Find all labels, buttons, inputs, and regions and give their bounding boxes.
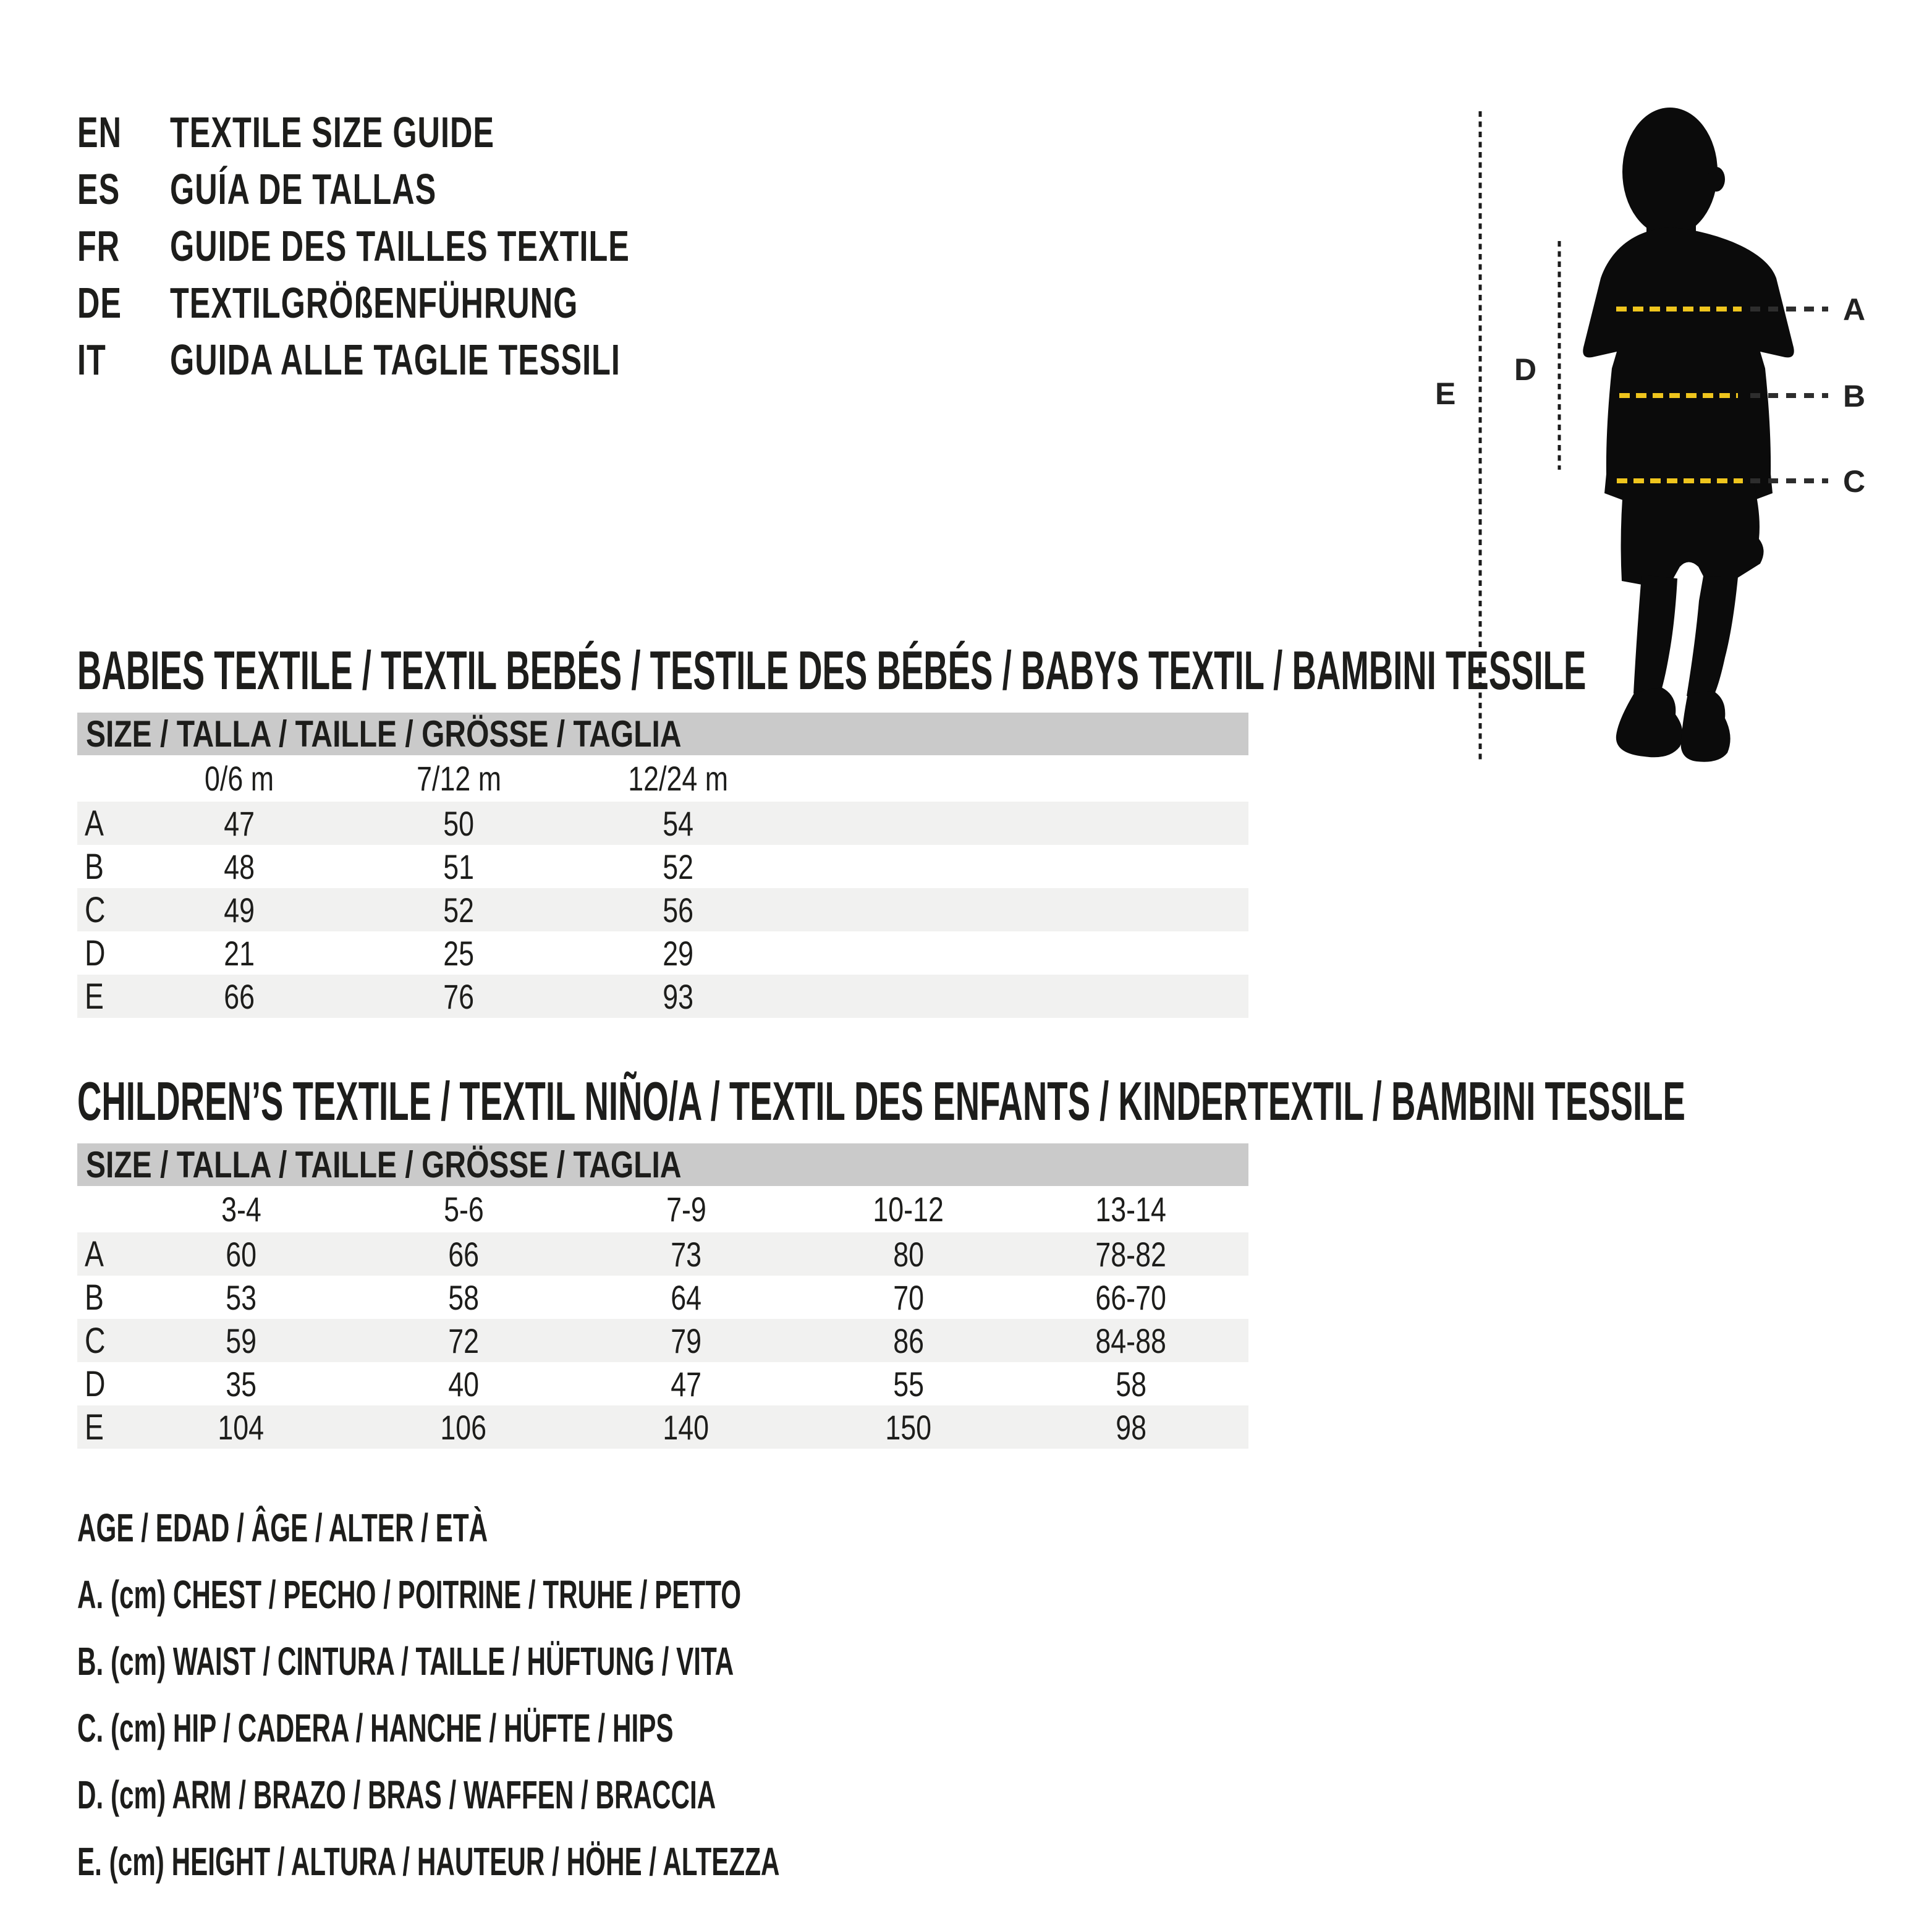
size-value-cell: 72 [448, 1321, 479, 1360]
legend-line-waist: B. (cm) WAIST / CINTURA / TAILLE / HÜFTUNG / VITA [77, 1639, 734, 1684]
table-row-d [77, 1362, 1248, 1405]
table-row-c [77, 1319, 1248, 1362]
size-value-cell: 60 [226, 1234, 256, 1274]
size-value-cell: 49 [224, 890, 255, 930]
diagram-label-a: A [1843, 292, 1866, 327]
column-header: 10-12 [873, 1190, 944, 1229]
children-column-header-row [77, 1186, 1248, 1232]
table-row-d [77, 931, 1248, 975]
size-value-cell: 80 [893, 1234, 924, 1274]
row-label: C [85, 1320, 106, 1361]
size-value-cell: 93 [663, 977, 694, 1016]
language-title-block [77, 104, 808, 388]
language-label: TEXTILGRÖßENFÜHRUNG [170, 279, 578, 327]
size-value-cell: 47 [671, 1364, 701, 1404]
children-section-title: CHILDREN’S TEXTILE / TEXTIL NIÑO/A / TEXTIL DES ENFANTS / KINDERTEXTIL / BAMBINI TESSILE [77, 1070, 1685, 1132]
size-value-cell: 58 [1116, 1364, 1146, 1404]
size-value-cell: 64 [671, 1277, 701, 1317]
table-row-a [77, 1232, 1248, 1276]
size-value-cell: 79 [671, 1321, 701, 1360]
language-code: FR [77, 222, 121, 270]
column-header: 12/24 m [628, 759, 729, 798]
column-header: 7/12 m [417, 759, 501, 798]
legend-line-arm: D. (cm) ARM / BRAZO / BRAS / WAFFEN / BRACCIA [77, 1773, 716, 1817]
language-code: ES [77, 165, 121, 213]
row-label: A [85, 1234, 104, 1274]
size-value-cell: 98 [1116, 1407, 1146, 1447]
diagram-label-c: C [1843, 464, 1866, 499]
children-size-header-bar: SIZE / TALLA / TAILLE / GRÖSSE / TAGLIA [77, 1143, 1248, 1186]
size-value-cell: 73 [671, 1234, 701, 1274]
size-value-cell: 51 [443, 847, 475, 886]
table-row-e [77, 1405, 1248, 1449]
table-row-e [77, 975, 1248, 1018]
language-row-fr [77, 218, 808, 274]
size-value-cell: 29 [663, 933, 694, 973]
legend-line-height: E. (cm) HEIGHT / ALTURA / HAUTEUR / HÖHE / ALTEZZA [77, 1839, 780, 1884]
size-value-cell: 53 [226, 1277, 256, 1317]
babies-column-header-row [77, 755, 1248, 802]
table-row-b [77, 1276, 1248, 1319]
size-value-cell: 52 [443, 890, 475, 930]
size-value-cell: 21 [224, 933, 255, 973]
language-label: GUIDA ALLE TAGLIE TESSILI [170, 336, 621, 384]
row-label: E [85, 976, 104, 1017]
column-header: 13-14 [1095, 1190, 1167, 1229]
language-label: GUÍA DE TALLAS [170, 165, 437, 213]
size-value-cell: 66 [224, 977, 255, 1016]
size-value-cell: 54 [663, 803, 694, 843]
row-label: C [85, 889, 106, 930]
row-label: D [85, 1363, 106, 1404]
diagram-label-e: E [1435, 376, 1456, 411]
size-value-cell: 76 [443, 977, 475, 1016]
size-value-cell: 106 [440, 1407, 487, 1447]
size-value-cell: 140 [663, 1407, 710, 1447]
size-value-cell: 50 [443, 803, 475, 843]
size-value-cell: 78-82 [1095, 1234, 1167, 1274]
language-code: IT [77, 336, 106, 384]
size-value-cell: 66 [448, 1234, 479, 1274]
diagram-label-d: D [1514, 352, 1537, 387]
language-row-en [77, 104, 808, 161]
language-row-es [77, 161, 808, 218]
legend-line-hip: C. (cm) HIP / CADERA / HANCHE / HÜFTE / HIPS [77, 1706, 674, 1750]
diagram-label-b: B [1843, 379, 1866, 413]
language-code: DE [77, 279, 122, 327]
table-row-a [77, 802, 1248, 845]
row-label: D [85, 933, 106, 973]
size-value-cell: 84-88 [1095, 1321, 1167, 1360]
language-row-de [77, 274, 808, 331]
size-value-cell: 66-70 [1095, 1277, 1167, 1317]
children-size-table [77, 1143, 1248, 1449]
size-value-cell: 47 [224, 803, 255, 843]
row-label: A [85, 803, 104, 844]
table-row-b [77, 845, 1248, 888]
size-value-cell: 55 [893, 1364, 924, 1404]
column-header: 7-9 [666, 1190, 706, 1229]
measurement-legend [77, 1494, 1142, 1895]
size-value-cell: 48 [224, 847, 255, 886]
size-value-cell: 25 [443, 933, 475, 973]
size-value-cell: 35 [226, 1364, 256, 1404]
language-label: TEXTILE SIZE GUIDE [170, 108, 495, 156]
babies-size-header-bar: SIZE / TALLA / TAILLE / GRÖSSE / TAGLIA [77, 713, 1248, 755]
row-label: B [85, 1277, 104, 1318]
size-value-cell: 52 [663, 847, 694, 886]
size-value-cell: 104 [218, 1407, 265, 1447]
column-header: 3-4 [221, 1190, 261, 1229]
size-value-cell: 58 [448, 1277, 479, 1317]
babies-size-table [77, 713, 1248, 1018]
size-value-cell: 86 [893, 1321, 924, 1360]
size-value-cell: 70 [893, 1277, 924, 1317]
legend-line-chest: A. (cm) CHEST / PECHO / POITRINE / TRUHE / PETTO [77, 1572, 742, 1617]
table-row-c [77, 888, 1248, 931]
row-label: E [85, 1407, 104, 1447]
size-value-cell: 56 [663, 890, 694, 930]
row-label: B [85, 846, 104, 887]
babies-section-title: BABIES TEXTILE / TEXTIL BEBÉS / TESTILE DES BÉBÉS / BABYS TEXTIL / BAMBINI TESSILE [77, 640, 1587, 701]
size-value-cell: 150 [885, 1407, 932, 1447]
language-label: GUIDE DES TAILLES TEXTILE [170, 222, 630, 270]
column-header: 0/6 m [205, 759, 274, 798]
size-value-cell: 40 [448, 1364, 479, 1404]
column-header: 5-6 [443, 1190, 484, 1229]
language-row-it [77, 331, 808, 388]
legend-line-age: AGE / EDAD / ÂGE / ALTER / ETÀ [77, 1506, 488, 1550]
language-code: EN [77, 108, 122, 156]
size-value-cell: 59 [226, 1321, 256, 1360]
